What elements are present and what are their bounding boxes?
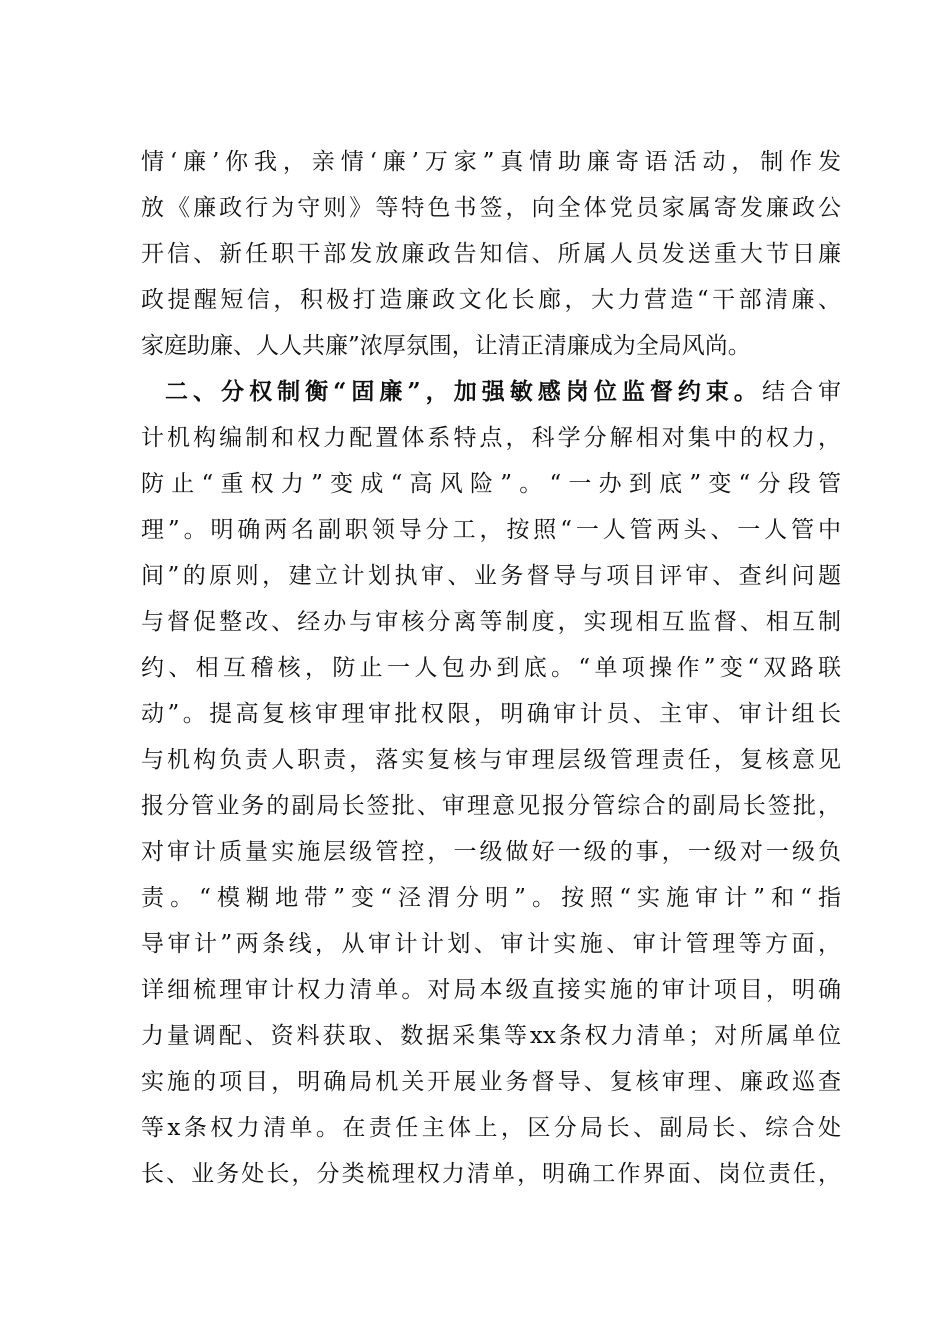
paragraph-line: 开信、新任职干部发放廉政告知信、所属人员发送重大节日廉 bbox=[141, 241, 841, 267]
paragraph-line: 与督促整改、经办与审核分离等制度，实现相互监督、相互制 bbox=[141, 609, 841, 635]
paragraph-line: 力量调配、资料获取、数据采集等xx条权力清单；对所属单位 bbox=[141, 1023, 841, 1049]
paragraph-line: 责。“模糊地带”变“泾渭分明”。按照“实施审计”和“指 bbox=[141, 885, 841, 911]
paragraph-line: 长、业务处长，分类梳理权力清单，明确工作界面、岗位责任， bbox=[141, 1161, 841, 1187]
paragraph-line: 详细梳理审计权力清单。对局本级直接实施的审计项目，明确 bbox=[141, 977, 841, 1003]
section-heading-continuation: 结合审 bbox=[761, 379, 841, 405]
paragraph-line: 间”的原则，建立计划执审、业务督导与项目评审、查纠问题 bbox=[141, 563, 841, 589]
paragraph-line: 导审计”两条线，从审计计划、审计实施、审计管理等方面， bbox=[141, 931, 841, 957]
paragraph-line: 情‘廉’你我，亲情‘廉’万家”真情助廉寄语活动，制作发 bbox=[141, 149, 841, 175]
paragraph-line: 放《廉政行为守则》等特色书签，向全体党员家属寄发廉政公 bbox=[141, 195, 841, 221]
paragraph-line: 政提醒短信，积极打造廉政文化长廊，大力营造“干部清廉、 bbox=[141, 287, 841, 313]
paragraph-line: 约、相互稽核，防止一人包办到底。“单项操作”变“双路联 bbox=[141, 655, 841, 681]
paragraph-line: 实施的项目，明确局机关开展业务督导、复核审理、廉政巡查 bbox=[141, 1069, 841, 1095]
paragraph-line: 与机构负责人职责，落实复核与审理层级管理责任，复核意见 bbox=[141, 747, 841, 773]
paragraph-line: 家庭助廉、人人共廉”浓厚氛围，让清正清廉成为全局风尚。 bbox=[141, 333, 751, 359]
paragraph-line: 动”。提高复核审理审批权限，明确审计员、主审、审计组长 bbox=[141, 701, 841, 727]
paragraph-line: 计机构编制和权力配置体系特点，科学分解相对集中的权力， bbox=[141, 425, 841, 451]
paragraph-line: 理”。明确两名副职领导分工，按照“一人管两头、一人管中 bbox=[141, 517, 841, 543]
section-heading: 二、分权制衡“固廉”，加强敏感岗位监督约束。 bbox=[165, 378, 762, 405]
paragraph-line: 对审计质量实施层级管控，一级做好一级的事，一级对一级负 bbox=[141, 839, 841, 865]
paragraph-line: 报分管业务的副局长签批、审理意见报分管综合的副局长签批， bbox=[141, 793, 841, 819]
paragraph-line: 防止“重权力”变成“高风险”。“一办到底”变“分段管 bbox=[141, 471, 841, 497]
section-heading-line bbox=[165, 370, 841, 414]
paragraph-line: 等x条权力清单。在责任主体上，区分局长、副局长、综合处 bbox=[141, 1115, 841, 1141]
